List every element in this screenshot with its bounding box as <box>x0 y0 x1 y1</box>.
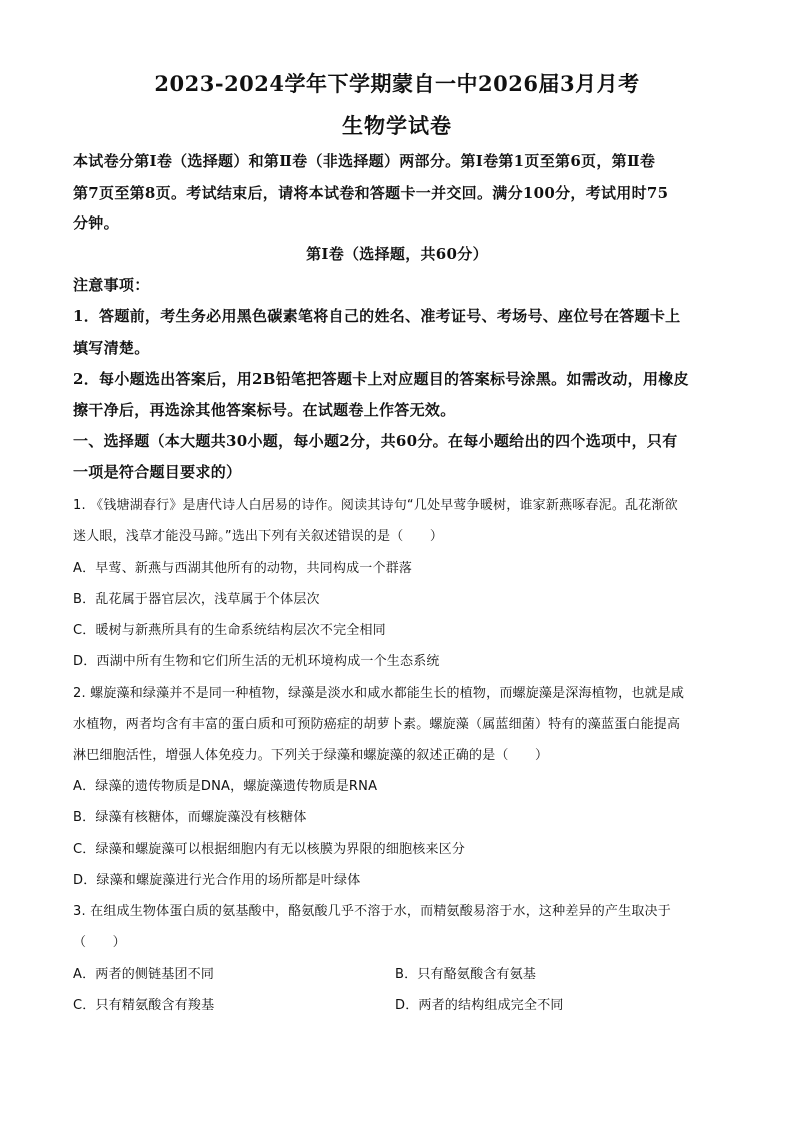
question-1-option-b: B．乱花属于器官层次，浅草属于个体层次 <box>73 592 320 607</box>
question-1-option-a: A．早莺、新燕与西湖其他所有的动物，共同构成一个群落 <box>73 561 413 576</box>
question-3-stem: 3. 在组成生物体蛋白质的氨基酸中，酪氨酸几乎不溶于水，而精氨酸易溶于水，这种差异的产生取决于 <box>73 904 671 919</box>
question-2-stem: 水植物，两者均含有丰富的蛋白质和可预防癌症的胡萝卜素。螺旋藻（属蓝细菌）特有的藻蓝蛋白能提高 <box>73 717 681 732</box>
intro-line: 本试卷分第Ⅰ卷（选择题）和第Ⅱ卷（非选择题）两部分。第Ⅰ卷第1页至第6页，第Ⅱ卷 <box>73 152 656 170</box>
notice-heading: 注意事项： <box>73 276 150 294</box>
notice-line: 填写清楚。 <box>73 339 150 357</box>
question-3-option-b: B．只有酪氨酸含有氨基 <box>395 967 537 982</box>
intro-line: 第7页至第8页。考试结束后，请将本试卷和答题卡一并交回。满分100分，考试用时75 <box>73 184 669 202</box>
notice-line: 2．每小题选出答案后，用2B铅笔把答题卡上对应题目的答案标号涂黑。如需改动，用橡皮 <box>73 370 689 388</box>
question-3-stem: （ ） <box>73 935 126 950</box>
question-2-option-c: C．绿藻和螺旋藻可以根据细胞内有无以核膜为界限的细胞核来区分 <box>73 842 466 857</box>
exam-subtitle: 生物学试卷 <box>342 113 452 138</box>
question-3-option-c: C．只有精氨酸含有羧基 <box>73 998 215 1013</box>
question-2-option-a: A．绿藻的遗传物质是DNA，螺旋藻遗传物质是RNA <box>73 779 378 794</box>
question-1-stem: 迷人眼，浅草才能没马蹄。”选出下列有关叙述错误的是（ ） <box>73 529 444 544</box>
notice-line: 1．答题前，考生务必用黑色碳素笔将自己的姓名、准考证号、考场号、座位号在答题卡上 <box>73 307 681 325</box>
question-2-option-d: D．绿藻和螺旋藻进行光合作用的场所都是叶绿体 <box>73 873 361 888</box>
section-heading: 一项是符合题目要求的） <box>73 463 242 481</box>
question-2-stem: 2. 螺旋藻和绿藻并不是同一种植物，绿藻是淡水和咸水都能生长的植物，而螺旋藻是深海植物，也就是咸 <box>73 686 685 701</box>
question-2-option-b: B．绿藻有核糖体，而螺旋藻没有核糖体 <box>73 810 307 825</box>
question-2-stem: 淋巴细胞活性，增强人体免疫力。下列关于绿藻和螺旋藻的叙述正确的是（ ） <box>73 748 549 763</box>
part1-heading: 第Ⅰ卷（选择题，共60分） <box>306 245 488 263</box>
section-heading: 一、选择题（本大题共30小题，每小题2分，共60分。在每小题给出的四个选项中，只有 <box>73 432 678 450</box>
question-1-option-c: C．暖树与新燕所具有的生命系统结构层次不完全相同 <box>73 623 386 638</box>
notice-line: 擦干净后，再选涂其他答案标号。在试题卷上作答无效。 <box>73 401 456 419</box>
question-1-option-d: D．西湖中所有生物和它们所生活的无机环境构成一个生态系统 <box>73 654 440 669</box>
question-3-option-a: A．两者的侧链基团不同 <box>73 967 215 982</box>
question-1-stem: 1. 《钱塘湖春行》是唐代诗人白居易的诗作。阅读其诗句“几处早莺争暖树，谁家新燕啄春泥。乱花渐欲 <box>73 498 678 513</box>
intro-line: 分钟。 <box>73 214 119 232</box>
question-3-option-d: D．两者的结构组成完全不同 <box>395 998 564 1013</box>
exam-title: 2023-2024学年下学期蒙自一中2026届3月月考 <box>154 71 640 96</box>
